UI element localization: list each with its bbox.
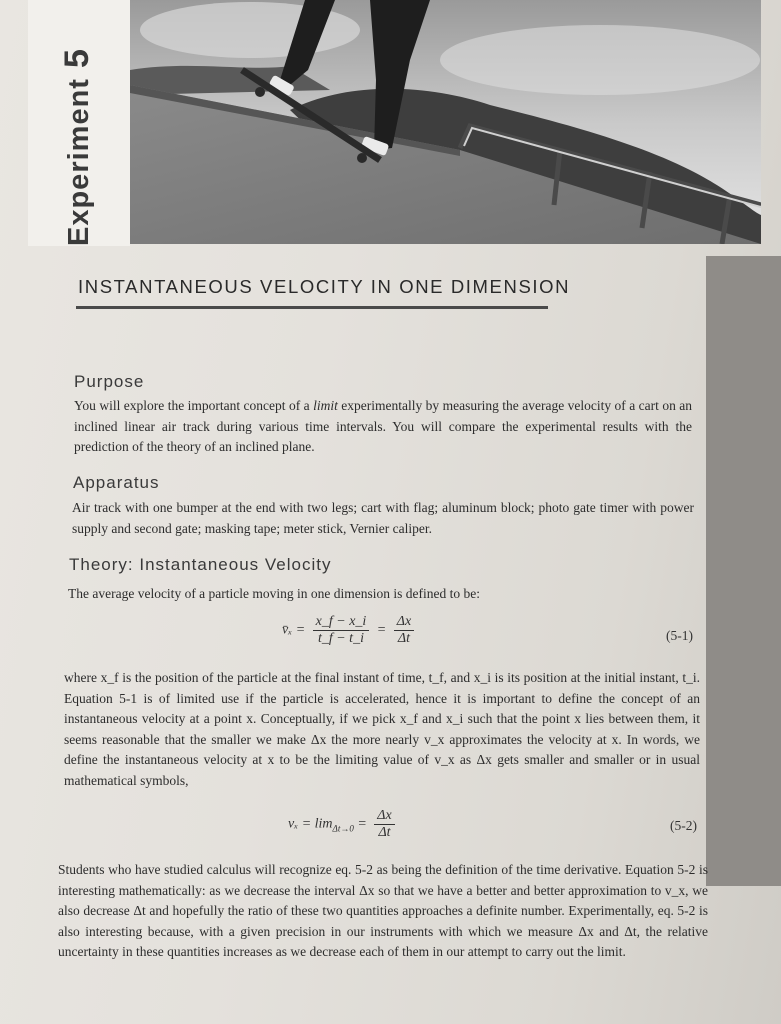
apparatus-heading: Apparatus (73, 473, 160, 492)
eq1-equals: = (376, 622, 387, 638)
eq2-frac-denominator: Δt (378, 825, 391, 840)
eq2-frac-numerator: Δx (374, 808, 394, 825)
eq2-equals: = (357, 816, 367, 832)
eq1-lhs: v̄ₓ = (282, 622, 306, 638)
eq2-lim-subscript: Δt→0 (332, 823, 354, 834)
experiment-number: 5 (58, 48, 96, 69)
equation-5-2 (288, 808, 399, 841)
eq1-frac2-numerator: Δx (394, 614, 414, 631)
title-underline (76, 306, 548, 309)
eq2-lhs: vₓ = lim (288, 816, 333, 832)
theory-paragraph-2: Students who have studied calculus will recognize eq. 5-2 as being the definition of the time derivative. Equation 5-2 is interesting mathematically: as we decrease the interval Δx so that we have a better and better approximation to v_x, we also decrease Δt and hopefully the ratio of these two quantities approaches a definite number. Experimentally, eq. 5-2 is also interesting because, with a given precision in our instruments with which we measure Δx and Δt, the relative uncertainty in these quantities increases as we decrease each of them in our attempt to carry out the limit. (58, 862, 708, 960)
theory-paragraph-1: where x_f is the position of the particle at the final instant of time, t_f, and x_i is its position at the initial instant, t_i. Equation 5-1 is of limited use if the particle is accelerated, hence it is important to define the concept of an instantaneous velocity at a point x. Conceptually, if we pick x_f and x_i such that the point x lies between them, it seems reasonable that the smaller we make Δx the more nearly v_x approximates the velocity at x. In words, we define the instantaneous velocity at x to be the limiting value of v_x as Δx gets smaller and smaller or in usual mathematical symbols, (64, 670, 700, 788)
eq1-fraction-2 (394, 614, 414, 647)
purpose-heading: Purpose (74, 372, 145, 391)
purpose-text-before: You will explore the important concept of a (74, 398, 314, 413)
eq1-frac1-denominator: t_f − t_i (317, 631, 364, 646)
margin-gray-bar (706, 256, 781, 886)
eq1-number: (5-1) (666, 628, 693, 643)
purpose-text-em: limit (313, 398, 338, 413)
eq1-fraction-1 (313, 614, 370, 647)
eq2-number: (5-2) (670, 818, 697, 833)
experiment-word: Experiment (63, 78, 95, 246)
theory-heading: Theory: Instantaneous Velocity (69, 555, 332, 574)
apparatus-paragraph: Air track with one bumper at the end with two legs; cart with flag; aluminum block; photo gate timer with power supply and second gate; masking tape; meter stick, Vernier caliper. (72, 500, 694, 536)
purpose-text-after: experimentally by measuring the average velocity of a cart on an inclined linear air track during various time intervals. You will compare the experimental results with the prediction of the theory of an inclined plane. (74, 398, 693, 455)
eq1-frac1-numerator: x_f − x_i (313, 614, 370, 631)
skateboarder-photo (130, 0, 761, 244)
eq1-frac2-denominator: Δt (397, 631, 411, 646)
theory-intro: The average velocity of a particle moving in one dimension is defined to be: (68, 586, 480, 601)
equation-5-1 (282, 614, 418, 647)
chapter-title: INSTANTANEOUS VELOCITY IN ONE DIMENSION (78, 276, 571, 297)
experiment-label (58, 48, 97, 246)
purpose-paragraph (74, 396, 692, 458)
eq2-fraction (374, 808, 394, 841)
